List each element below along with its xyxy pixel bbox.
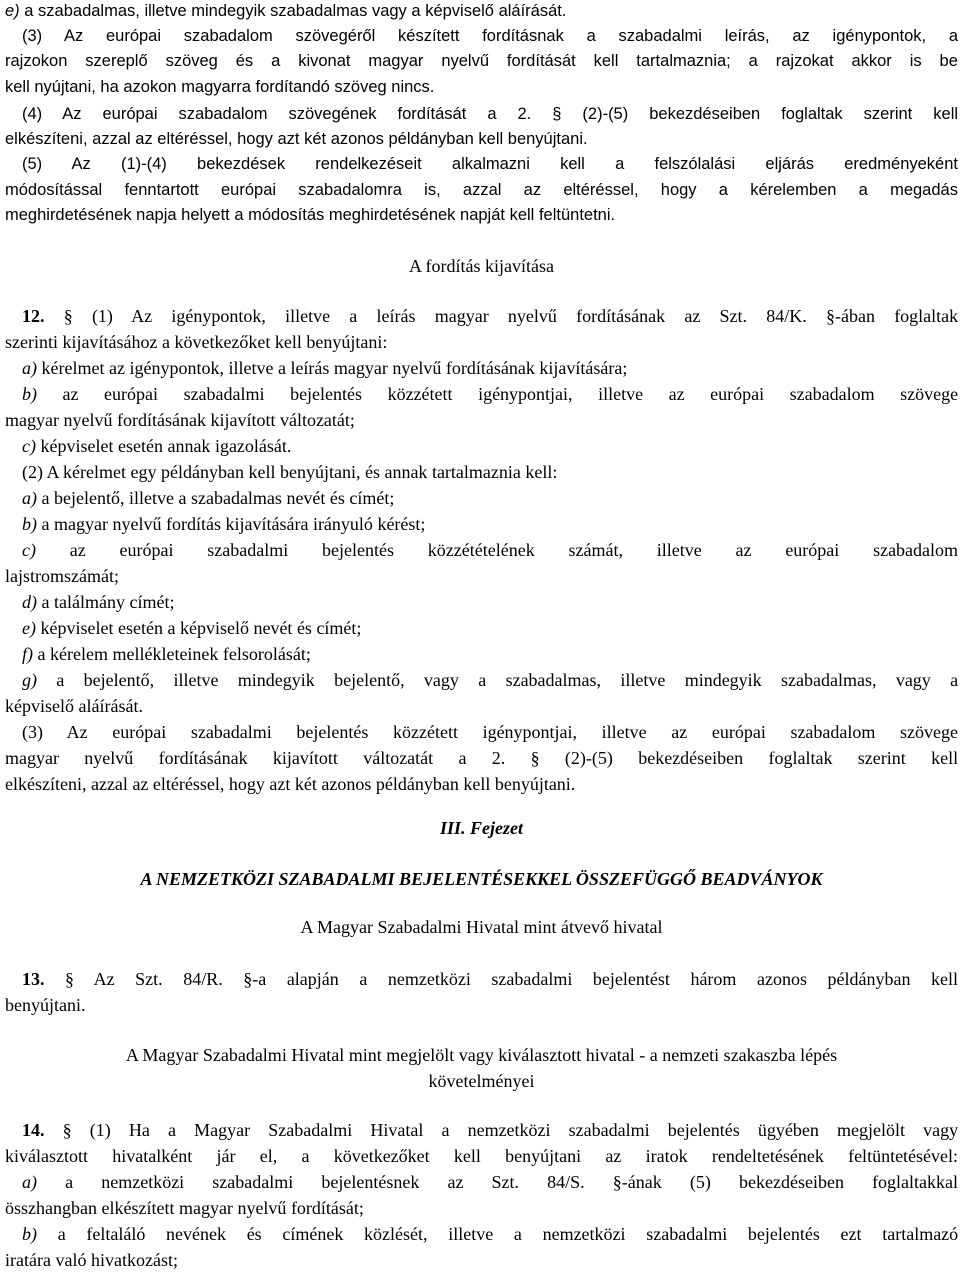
text-line: kiválasztott hivatalként jár el, a következőket kell benyújtani az iratok rendeltetésének feltüntetésével: bbox=[5, 1146, 958, 1166]
text-line: iratára való hivatkozást; bbox=[5, 1250, 178, 1270]
text-line: módosítással fenntartott európai szabadalomra is, azzal az eltéréssel, hogy a kérelemben a megadás bbox=[5, 181, 958, 199]
text-line: a) kérelmet az igénypontok, illetve a leírás magyar nyelvű fordításának kijavítására; bbox=[22, 358, 628, 378]
text-line: (5) Az (1)-(4) bekezdések rendelkezéseit alkalmazni kell a felszólalási eljárás eredményeként bbox=[22, 155, 958, 173]
text-line: a) a bejelentő, illetve a szabadalmas nevét és címét; bbox=[22, 488, 395, 508]
text-line: 13. § Az Szt. 84/R. §-a alapján a nemzetközi szabadalmi bejelentést három azonos példányban kell bbox=[22, 969, 958, 989]
text-line: szerinti kijavításához a következőket kell benyújtani: bbox=[5, 332, 388, 352]
text-line: b) a magyar nyelvű fordítás kijavítására irányuló kérést; bbox=[22, 514, 426, 534]
text-line: kell nyújtani, ha azokon magyarra fordítandó szöveg nincs. bbox=[5, 78, 435, 96]
text-line: benyújtani. bbox=[5, 995, 86, 1015]
text-line: c) az európai szabadalmi bejelentés közzétételének számát, illetve az európai szabadalom bbox=[22, 540, 958, 560]
subheading-designated-office-line1: A Magyar Szabadalmi Hivatal mint megjelölt vagy kiválasztott hivatal - a nemzeti szakaszba lépés bbox=[125, 1045, 838, 1065]
text-line: meghirdetésének napja helyett a módosítás meghirdetésének napját kell feltüntetni. bbox=[5, 206, 616, 224]
subheading-receiving-office: A Magyar Szabadalmi Hivatal mint átvevő hivatal bbox=[300, 917, 663, 937]
text-line: elkészíteni, azzal az eltéréssel, hogy azt két azonos példányban kell benyújtani. bbox=[5, 774, 576, 794]
text-line: rajzokon szereplő szöveg és a kivonat magyar nyelvű fordítását kell tartalmaznia; a rajzokat akkor is be bbox=[5, 52, 958, 70]
text-line: magyar nyelvű fordításának kijavított változatát a 2. § (2)-(5) bekezdéseiben foglaltak szerint kell bbox=[5, 748, 958, 768]
text-line: képviselő aláírását. bbox=[5, 696, 143, 716]
text-line: f) a kérelem mellékleteinek felsorolását; bbox=[22, 644, 311, 664]
text-line: lajstromszámát; bbox=[5, 566, 119, 586]
text-line: d) a találmány címét; bbox=[22, 592, 175, 612]
text-line: b) a feltaláló nevének és címének közlését, illetve a nemzetközi szabadalmi bejelentés ezt tartalmazó bbox=[22, 1224, 958, 1244]
text-line: 12. § (1) Az igénypontok, illetve a leírás magyar nyelvű fordításának az Szt. 84/K. §-ában foglaltak bbox=[22, 306, 958, 326]
text-line: c) képviselet esetén annak igazolását. bbox=[22, 436, 292, 456]
text-line: magyar nyelvű fordításának kijavított változatát; bbox=[5, 410, 355, 430]
text-line: elkészíteni, azzal az eltéréssel, hogy azt két azonos példányban kell benyújtani. bbox=[5, 130, 588, 148]
text-line: (3) Az európai szabadalom szövegéről készített fordításnak a szabadalmi leírás, az igénypontok, a bbox=[22, 27, 958, 45]
text-line: összhangban elkészített magyar nyelvű fordítását; bbox=[5, 1198, 364, 1218]
text-line: e) a szabadalmas, illetve mindegyik szabadalmas vagy a képviselő aláírását. bbox=[5, 2, 567, 20]
chapter-number: III. Fejezet bbox=[440, 818, 523, 838]
text-line: 14. § (1) Ha a Magyar Szabadalmi Hivatal a nemzetközi szabadalmi bejelentés ügyében megjelölt vagy bbox=[22, 1120, 958, 1140]
chapter-title: A NEMZETKÖZI SZABADALMI BEJELENTÉSEKKEL ÖSSZEFÜGGŐ BEADVÁNYOK bbox=[140, 869, 823, 889]
text-line: (3) Az európai szabadalmi bejelentés közzétett igénypontjai, illetve az európai szabadalom szövege bbox=[22, 722, 958, 742]
text-line: (4) Az európai szabadalom szövegének fordítását a 2. § (2)-(5) bekezdéseiben foglaltak szerint kell bbox=[22, 105, 958, 123]
text-line: g) a bejelentő, illetve mindegyik bejelentő, vagy a szabadalmas, illetve mindegyik szabadalmas, vagy a bbox=[22, 670, 958, 690]
text-line: a) a nemzetközi szabadalmi bejelentésnek az Szt. 84/S. §-ának (5) bekezdéseiben foglaltakkal bbox=[22, 1172, 958, 1192]
text-line: e) képviselet esetén a képviselő nevét és címét; bbox=[22, 618, 362, 638]
text-line: (2) A kérelmet egy példányban kell benyújtani, és annak tartalmaznia kell: bbox=[22, 462, 558, 482]
subheading-translation-correction: A fordítás kijavítása bbox=[409, 256, 554, 276]
text-line: b) az európai szabadalmi bejelentés közzétett igénypontjai, illetve az európai szabadalom szövege bbox=[22, 384, 958, 404]
subheading-designated-office-line2: követelményei bbox=[428, 1071, 535, 1091]
